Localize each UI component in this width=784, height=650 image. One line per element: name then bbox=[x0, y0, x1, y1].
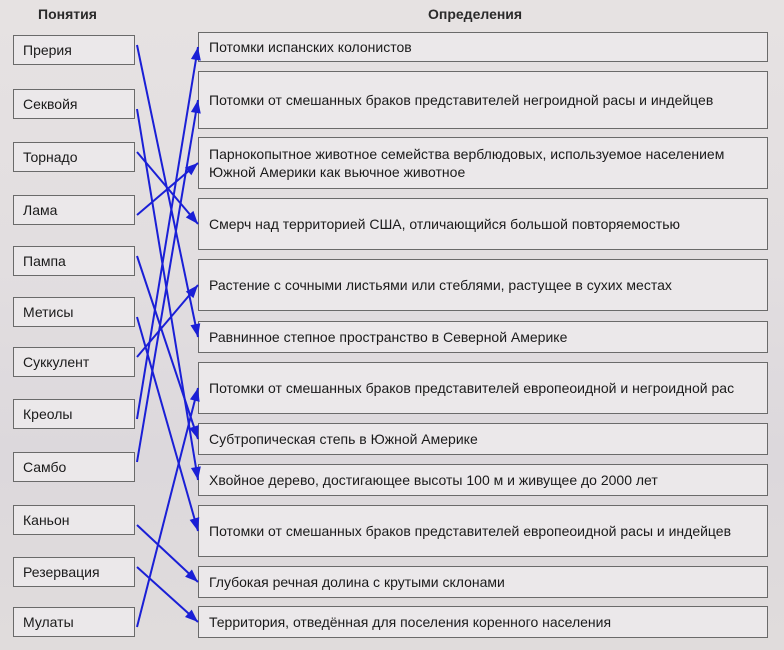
match-arrow-line bbox=[137, 388, 198, 627]
match-arrow-line bbox=[137, 163, 198, 215]
definition-box[interactable]: Потомки от смешанных браков представителей европеоидной и негроидной рас bbox=[198, 362, 768, 414]
match-arrow-line bbox=[137, 256, 198, 439]
term-box[interactable]: Секвойя bbox=[13, 89, 135, 119]
definition-box[interactable]: Потомки от смешанных браков представителей негроидной расы и индейцев bbox=[198, 71, 768, 129]
definition-box[interactable]: Потомки испанских колонистов bbox=[198, 32, 768, 62]
term-box[interactable]: Креолы bbox=[13, 399, 135, 429]
term-box[interactable]: Метисы bbox=[13, 297, 135, 327]
term-box[interactable]: Самбо bbox=[13, 452, 135, 482]
match-arrow-line bbox=[137, 317, 198, 531]
arrowhead-icon bbox=[186, 285, 198, 298]
definition-box[interactable]: Парнокопытное животное семейства верблюдовых, используемое населением Южной Америки как вьючное животное bbox=[198, 137, 768, 189]
definition-box[interactable]: Субтропическая степь в Южной Америке bbox=[198, 423, 768, 455]
arrowhead-icon bbox=[185, 569, 198, 582]
definition-box[interactable]: Равнинное степное пространство в Северной Америке bbox=[198, 321, 768, 353]
term-box[interactable]: Резервация bbox=[13, 557, 135, 587]
match-arrow-line bbox=[137, 152, 198, 224]
definition-box[interactable]: Глубокая речная долина с крутыми склонами bbox=[198, 566, 768, 598]
definition-box[interactable]: Потомки от смешанных браков представителей европеоидной расы и индейцев bbox=[198, 505, 768, 557]
arrowhead-icon bbox=[185, 610, 198, 622]
arrowhead-icon bbox=[186, 211, 198, 224]
term-box[interactable]: Каньон bbox=[13, 505, 135, 535]
arrowhead-icon bbox=[185, 163, 198, 175]
term-box[interactable]: Торнадо bbox=[13, 142, 135, 172]
term-box[interactable]: Пампа bbox=[13, 246, 135, 276]
match-arrow-line bbox=[137, 567, 198, 622]
match-arrow-line bbox=[137, 45, 198, 337]
terms-header: Понятия bbox=[38, 6, 97, 22]
definition-box[interactable]: Хвойное дерево, достигающее высоты 100 м и живущее до 2000 лет bbox=[198, 464, 768, 496]
match-arrow-line bbox=[137, 285, 198, 357]
definition-box[interactable]: Растение с сочными листьями или стеблями, растущее в сухих местах bbox=[198, 259, 768, 311]
term-box[interactable]: Суккулент bbox=[13, 347, 135, 377]
definition-box[interactable]: Смерч над территорией США, отличающийся большой повторяемостью bbox=[198, 198, 768, 250]
term-box[interactable]: Лама bbox=[13, 195, 135, 225]
definition-box[interactable]: Территория, отведённая для поселения коренного населения bbox=[198, 606, 768, 638]
match-arrow-line bbox=[137, 100, 198, 462]
match-arrow-line bbox=[137, 47, 198, 419]
definitions-header: Определения bbox=[428, 6, 523, 22]
term-box[interactable]: Мулаты bbox=[13, 607, 135, 637]
match-arrow-line bbox=[137, 109, 198, 480]
term-box[interactable]: Прерия bbox=[13, 35, 135, 65]
match-arrow-line bbox=[137, 525, 198, 582]
